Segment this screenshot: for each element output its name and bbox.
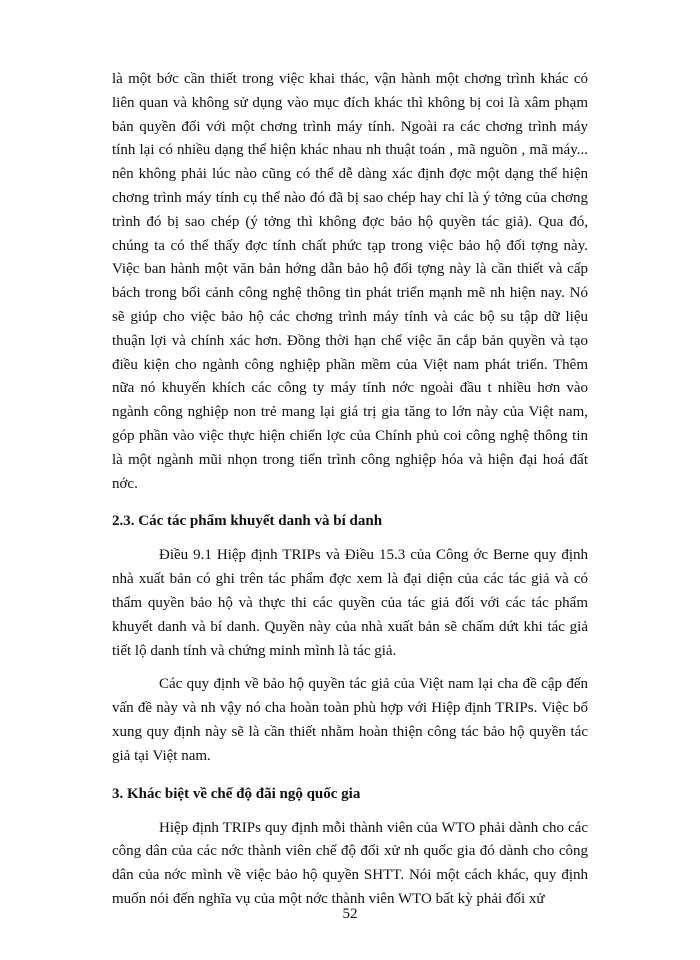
page-number: 52 (342, 906, 358, 922)
paragraph-national-treatment: Hiệp định TRIPs quy định mỗi thành viên của WTO phải dành cho các công dân của các nớc thành viên chế độ đối xử nh quốc gia đó dành cho công dân của nớc mình về việc bảo hộ quyền SHTT. Nói một cách khác, quy định muốn nói đến nghĩa vụ của một nớc thành viên WTO bất kỳ phải đối xử (112, 819, 588, 907)
section-heading-3: 3. Khác biệt về chế độ đãi ngộ quốc gia (112, 785, 361, 802)
section-heading-2-3: 2.3. Các tác phẩm khuyết danh và bí danh (112, 513, 383, 530)
paragraph-vietnam-regulations: Các quy định về bảo hộ quyền tác giả của Việt nam lại cha đề cập đến vấn đề này và nh vậy nó cha hoàn toàn phù hợp với Hiệp định TRIPs. Việc bổ xung quy định này sẽ là cần thiết nhằm hoàn thiện công tác bảo hộ quyền tác giả tại Việt nam. (112, 676, 588, 764)
paragraph-software-copyright: là một bớc cần thiết trong việc khai thác, vận hành một chơng trình khác có liên quan và không sử dụng vào mục đích khác thì không bị coi là xâm phạm bản quyền đối với một chơng trình máy tính. Ngoài ra các chơng trình máy tính lại có nhiều dạng thể hiện khác nhau nh thuật toán , mã nguồn , mã máy... nên không phải lúc nào cũng có thể dễ dàng xác định đợc một dạng thể hiện chơng trình máy tính cụ thể nào đó đã bị sao chép hay chỉ là ý tởng của chơng trình đó bị sao chép (ý tởng thì không đợc bảo hộ quyền tác giả). Qua đó, chúng ta có thể thấy đợc tính chất phức tạp trong việc bảo hộ đối tợng này. Việc ban hành một văn bản hớng dẫn bảo hộ đối tợng này là cần thiết và cấp bách trong bối cảnh công nghệ thông tin phát triển mạnh mẽ nh hiện nay. Nó sẽ giúp cho việc bảo hộ các chơng trình máy tính và các bộ su tập dữ liệu thuận lợi và chính xác hơn. Đồng thời hạn chế việc ăn cắp bản quyền và tạo điều kiện cho ngành công nghiệp phần mềm của Việt nam phát triển. Thêm nữa nó khuyến khích các công ty máy tính nớc ngoài đầu t nhiều hơn vào ngành công nghiệp non trẻ mang lại giá trị gia tăng to lớn này của Việt nam, góp phần vào việc thực hiện chiến lợc của Chính phủ coi công nghệ thông tin là một ngành mũi nhọn trong tiến trình công nghiệp hóa và hiện đại hoá đất nớc. (112, 71, 588, 492)
document-page (112, 68, 588, 912)
paragraph-trips-article-9: Điều 9.1 Hiệp định TRIPs và Điều 15.3 của Công ớc Berne quy định nhà xuất bản có ghi trên tác phẩm đợc xem là đại diện của các tác giả và có thẩm quyền bảo hộ và thực thi các quyền của tác giả đối với các tác phẩm khuyết danh và bí danh. Quyền này của nhà xuất bản sẽ chấm dứt khi tác giả tiết lộ danh tính và chứng minh mình là tác giả. (112, 547, 588, 659)
